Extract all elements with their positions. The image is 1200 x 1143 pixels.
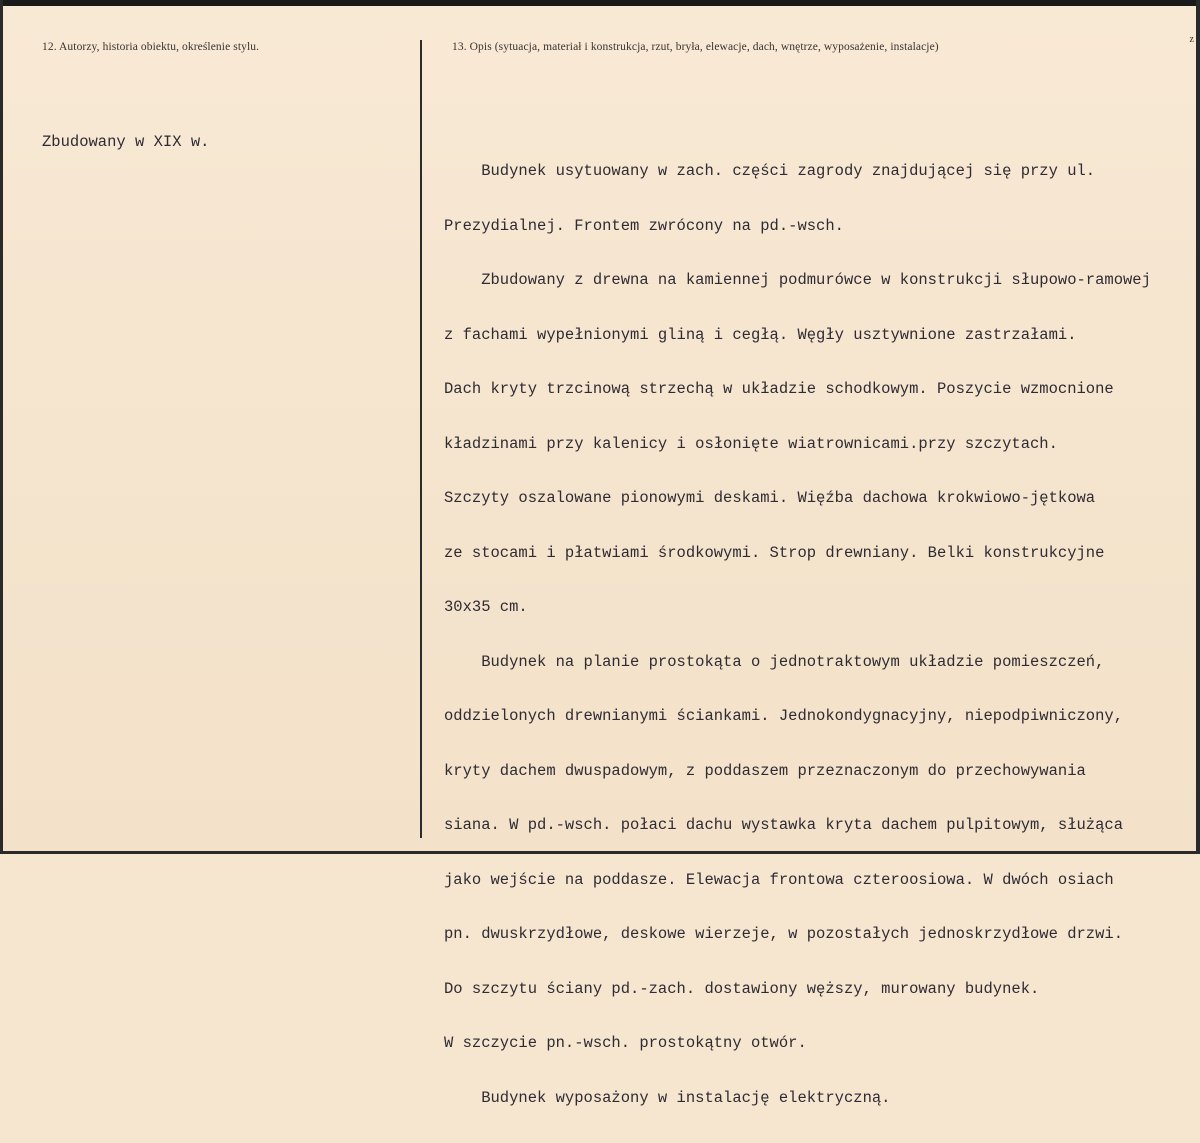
description-line: Budynek usytuowany w zach. części zagrody znajdującej się przy ul.: [444, 162, 1096, 180]
description-text: [444, 126, 1200, 1143]
description-line: jako wejście na poddasze. Elewacja frontowa czteroosiowa. W dwóch osiach: [444, 870, 1114, 889]
description-line: 30x35 cm.: [444, 598, 528, 616]
description-line: oddzielonych drewnianymi ściankami. Jednokondygnacyjny, niepodpiwniczony,: [444, 707, 1124, 725]
description-line: Budynek na planie prostokąta o jednotraktowym układzie pomieszczeń,: [444, 652, 1105, 671]
description-line: Szczyty oszalowane pionowymi deskami. Więźba dachowa krokwiowo-jętkowa: [444, 489, 1096, 507]
description-line: z fachami wypełnionymi gliną i cegłą. Węgły usztywnione zastrzałami.: [444, 325, 1077, 344]
section-13-header: 13. Opis (sytuacja, materiał i konstrukcja, rzut, bryła, elewacje, dach, wnętrze, wyposażenie, instalacje): [452, 41, 939, 53]
column-divider: [420, 40, 422, 838]
section-12-header: 12. Autorzy, historia obiektu, określenie stylu.: [42, 41, 260, 53]
description-line: kryty dachem dwuspadowym, z poddaszem przeznaczonym do przechowywania: [444, 761, 1086, 780]
left-border: [0, 0, 3, 854]
description-line: Do szczytu ściany pd.-zach. dostawiony węższy, murowany budynek.: [444, 979, 1040, 998]
description-line: siana. W pd.-wsch. połaci dachu wystawka kryta dachem pulpitowym, służąca: [444, 816, 1124, 834]
description-line: Zbudowany z drewna na kamiennej podmurówce w konstrukcji słupowo-ramowej: [444, 271, 1151, 289]
top-border: [0, 0, 1200, 6]
description-line: kładzinami przy kalenicy i osłonięte wiatrownicami.przy szczytach.: [444, 434, 1058, 453]
description-line: pn. dwuskrzydłowe, deskowe wierzeje, w pozostałych jednoskrzydłowe drzwi.: [444, 925, 1124, 943]
authors-history-text: Zbudowany w XIX w.: [42, 133, 210, 151]
description-line: ze stocami i płatwiami środkowymi. Strop drewniany. Belki konstrukcyjne: [444, 543, 1105, 562]
description-line: W szczycie pn.-wsch. prostokątny otwór.: [444, 1034, 807, 1052]
edge-mark: z: [1189, 34, 1194, 45]
description-line: Dach kryty trzcinową strzechą w układzie schodkowym. Poszycie wzmocnione: [444, 380, 1114, 398]
description-line: Budynek wyposażony w instalację elektryczną.: [444, 1088, 891, 1107]
description-line: Prezydialnej. Frontem zwrócony na pd.-wsch.: [444, 216, 844, 235]
